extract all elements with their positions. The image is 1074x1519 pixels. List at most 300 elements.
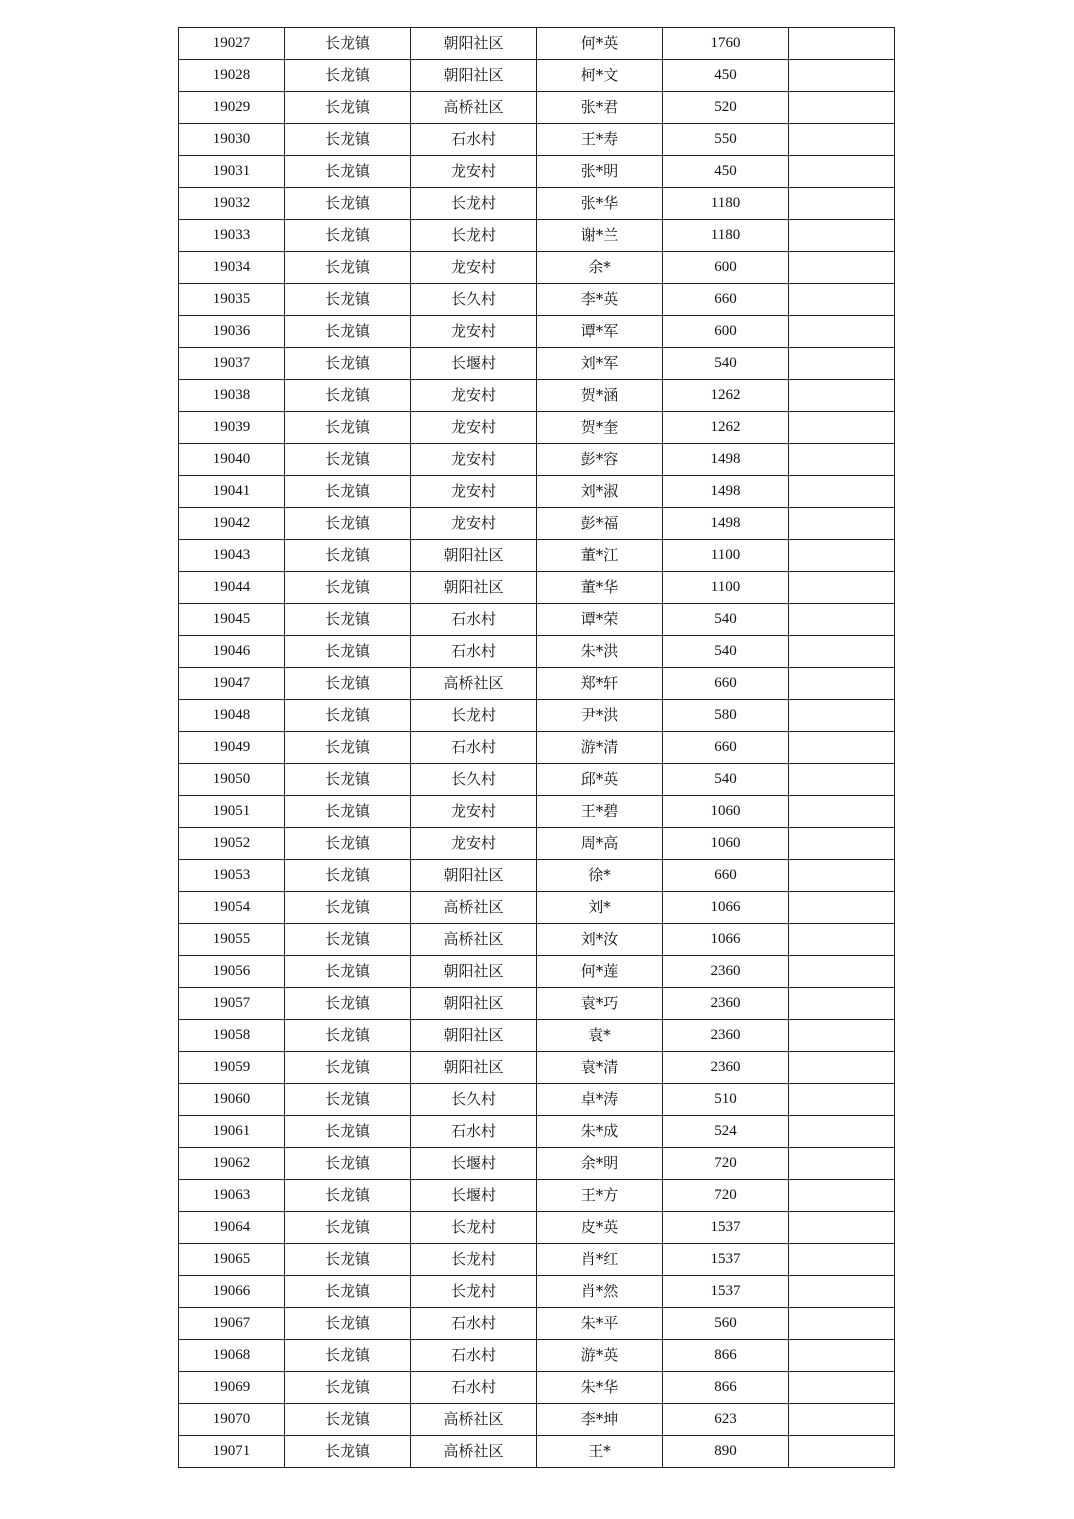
cell-serial-number: 19031 bbox=[179, 156, 285, 188]
cell-amount: 1060 bbox=[663, 796, 789, 828]
cell-village: 长龙村 bbox=[411, 220, 537, 252]
cell-remark bbox=[789, 860, 895, 892]
cell-amount: 550 bbox=[663, 124, 789, 156]
cell-serial-number: 19054 bbox=[179, 892, 285, 924]
cell-village: 长堰村 bbox=[411, 348, 537, 380]
cell-village: 石水村 bbox=[411, 1372, 537, 1404]
table-row bbox=[179, 188, 895, 220]
cell-person-name: 袁*清 bbox=[537, 1052, 663, 1084]
cell-amount: 1060 bbox=[663, 828, 789, 860]
cell-amount: 1262 bbox=[663, 380, 789, 412]
cell-amount: 1066 bbox=[663, 924, 789, 956]
cell-village: 长龙村 bbox=[411, 1212, 537, 1244]
cell-town: 长龙镇 bbox=[285, 540, 411, 572]
table-row bbox=[179, 1116, 895, 1148]
cell-remark bbox=[789, 796, 895, 828]
cell-amount: 1498 bbox=[663, 476, 789, 508]
cell-person-name: 彭*容 bbox=[537, 444, 663, 476]
cell-remark bbox=[789, 1308, 895, 1340]
cell-remark bbox=[789, 92, 895, 124]
table-row bbox=[179, 1340, 895, 1372]
roster-table-body bbox=[179, 28, 895, 1468]
cell-amount: 540 bbox=[663, 764, 789, 796]
cell-serial-number: 19058 bbox=[179, 1020, 285, 1052]
cell-village: 龙安村 bbox=[411, 444, 537, 476]
cell-town: 长龙镇 bbox=[285, 156, 411, 188]
cell-person-name: 李*英 bbox=[537, 284, 663, 316]
cell-amount: 520 bbox=[663, 92, 789, 124]
cell-amount: 1100 bbox=[663, 572, 789, 604]
cell-town: 长龙镇 bbox=[285, 860, 411, 892]
cell-town: 长龙镇 bbox=[285, 220, 411, 252]
table-row bbox=[179, 988, 895, 1020]
cell-person-name: 彭*福 bbox=[537, 508, 663, 540]
cell-amount: 866 bbox=[663, 1340, 789, 1372]
cell-town: 长龙镇 bbox=[285, 668, 411, 700]
table-row bbox=[179, 1180, 895, 1212]
cell-amount: 2360 bbox=[663, 1020, 789, 1052]
cell-serial-number: 19048 bbox=[179, 700, 285, 732]
cell-remark bbox=[789, 540, 895, 572]
cell-serial-number: 19042 bbox=[179, 508, 285, 540]
table-row bbox=[179, 1276, 895, 1308]
cell-person-name: 游*清 bbox=[537, 732, 663, 764]
table-row bbox=[179, 508, 895, 540]
cell-person-name: 郑*轩 bbox=[537, 668, 663, 700]
table-row bbox=[179, 732, 895, 764]
cell-village: 龙安村 bbox=[411, 380, 537, 412]
cell-remark bbox=[789, 1404, 895, 1436]
cell-town: 长龙镇 bbox=[285, 604, 411, 636]
cell-serial-number: 19039 bbox=[179, 412, 285, 444]
table-row bbox=[179, 60, 895, 92]
cell-town: 长龙镇 bbox=[285, 988, 411, 1020]
cell-serial-number: 19028 bbox=[179, 60, 285, 92]
table-row bbox=[179, 860, 895, 892]
cell-remark bbox=[789, 572, 895, 604]
table-row bbox=[179, 540, 895, 572]
cell-town: 长龙镇 bbox=[285, 1020, 411, 1052]
cell-village: 朝阳社区 bbox=[411, 28, 537, 60]
cell-person-name: 周*高 bbox=[537, 828, 663, 860]
cell-town: 长龙镇 bbox=[285, 924, 411, 956]
cell-village: 龙安村 bbox=[411, 316, 537, 348]
cell-village: 高桥社区 bbox=[411, 1436, 537, 1468]
cell-person-name: 谭*荣 bbox=[537, 604, 663, 636]
table-row bbox=[179, 380, 895, 412]
cell-village: 高桥社区 bbox=[411, 92, 537, 124]
cell-person-name: 王* bbox=[537, 1436, 663, 1468]
cell-person-name: 李*坤 bbox=[537, 1404, 663, 1436]
cell-serial-number: 19038 bbox=[179, 380, 285, 412]
cell-amount: 1066 bbox=[663, 892, 789, 924]
cell-amount: 524 bbox=[663, 1116, 789, 1148]
cell-village: 朝阳社区 bbox=[411, 988, 537, 1020]
cell-serial-number: 19033 bbox=[179, 220, 285, 252]
cell-person-name: 刘*军 bbox=[537, 348, 663, 380]
cell-person-name: 袁*巧 bbox=[537, 988, 663, 1020]
cell-remark bbox=[789, 604, 895, 636]
cell-remark bbox=[789, 828, 895, 860]
cell-serial-number: 19046 bbox=[179, 636, 285, 668]
cell-remark bbox=[789, 1244, 895, 1276]
cell-person-name: 王*碧 bbox=[537, 796, 663, 828]
cell-village: 石水村 bbox=[411, 636, 537, 668]
cell-remark bbox=[789, 60, 895, 92]
cell-village: 长堰村 bbox=[411, 1148, 537, 1180]
cell-town: 长龙镇 bbox=[285, 764, 411, 796]
cell-person-name: 余*明 bbox=[537, 1148, 663, 1180]
cell-amount: 1537 bbox=[663, 1244, 789, 1276]
cell-person-name: 卓*涛 bbox=[537, 1084, 663, 1116]
cell-town: 长龙镇 bbox=[285, 1308, 411, 1340]
cell-village: 长堰村 bbox=[411, 1180, 537, 1212]
cell-amount: 1498 bbox=[663, 508, 789, 540]
cell-amount: 450 bbox=[663, 60, 789, 92]
cell-remark bbox=[789, 892, 895, 924]
cell-village: 龙安村 bbox=[411, 508, 537, 540]
cell-serial-number: 19051 bbox=[179, 796, 285, 828]
cell-serial-number: 19027 bbox=[179, 28, 285, 60]
table-row bbox=[179, 636, 895, 668]
cell-serial-number: 19053 bbox=[179, 860, 285, 892]
cell-serial-number: 19052 bbox=[179, 828, 285, 860]
cell-amount: 540 bbox=[663, 348, 789, 380]
cell-serial-number: 19063 bbox=[179, 1180, 285, 1212]
cell-village: 高桥社区 bbox=[411, 892, 537, 924]
cell-serial-number: 19060 bbox=[179, 1084, 285, 1116]
cell-town: 长龙镇 bbox=[285, 1180, 411, 1212]
cell-remark bbox=[789, 476, 895, 508]
cell-serial-number: 19032 bbox=[179, 188, 285, 220]
cell-serial-number: 19069 bbox=[179, 1372, 285, 1404]
cell-serial-number: 19059 bbox=[179, 1052, 285, 1084]
cell-remark bbox=[789, 1276, 895, 1308]
cell-town: 长龙镇 bbox=[285, 1276, 411, 1308]
table-row bbox=[179, 1404, 895, 1436]
cell-village: 长久村 bbox=[411, 284, 537, 316]
cell-remark bbox=[789, 1212, 895, 1244]
cell-town: 长龙镇 bbox=[285, 1372, 411, 1404]
cell-remark bbox=[789, 28, 895, 60]
cell-town: 长龙镇 bbox=[285, 1244, 411, 1276]
cell-remark bbox=[789, 668, 895, 700]
cell-amount: 580 bbox=[663, 700, 789, 732]
cell-amount: 560 bbox=[663, 1308, 789, 1340]
table-row bbox=[179, 1372, 895, 1404]
cell-remark bbox=[789, 1340, 895, 1372]
cell-person-name: 朱*平 bbox=[537, 1308, 663, 1340]
cell-town: 长龙镇 bbox=[285, 60, 411, 92]
cell-remark bbox=[789, 764, 895, 796]
table-row bbox=[179, 892, 895, 924]
cell-village: 长久村 bbox=[411, 764, 537, 796]
cell-remark bbox=[789, 220, 895, 252]
cell-remark bbox=[789, 444, 895, 476]
cell-serial-number: 19043 bbox=[179, 540, 285, 572]
cell-remark bbox=[789, 284, 895, 316]
cell-person-name: 朱*华 bbox=[537, 1372, 663, 1404]
table-row bbox=[179, 1084, 895, 1116]
table-row bbox=[179, 476, 895, 508]
table-row bbox=[179, 124, 895, 156]
cell-town: 长龙镇 bbox=[285, 476, 411, 508]
cell-remark bbox=[789, 924, 895, 956]
cell-person-name: 王*方 bbox=[537, 1180, 663, 1212]
cell-serial-number: 19057 bbox=[179, 988, 285, 1020]
table-row bbox=[179, 1020, 895, 1052]
cell-person-name: 邱*英 bbox=[537, 764, 663, 796]
cell-remark bbox=[789, 1052, 895, 1084]
table-row bbox=[179, 956, 895, 988]
cell-remark bbox=[789, 412, 895, 444]
cell-serial-number: 19061 bbox=[179, 1116, 285, 1148]
cell-person-name: 朱*成 bbox=[537, 1116, 663, 1148]
cell-person-name: 何*莲 bbox=[537, 956, 663, 988]
cell-town: 长龙镇 bbox=[285, 1052, 411, 1084]
cell-serial-number: 19041 bbox=[179, 476, 285, 508]
cell-town: 长龙镇 bbox=[285, 796, 411, 828]
cell-person-name: 贺*涵 bbox=[537, 380, 663, 412]
cell-amount: 660 bbox=[663, 732, 789, 764]
cell-town: 长龙镇 bbox=[285, 444, 411, 476]
cell-person-name: 余* bbox=[537, 252, 663, 284]
cell-person-name: 尹*洪 bbox=[537, 700, 663, 732]
cell-town: 长龙镇 bbox=[285, 1116, 411, 1148]
cell-serial-number: 19044 bbox=[179, 572, 285, 604]
table-row bbox=[179, 284, 895, 316]
roster-table bbox=[178, 27, 895, 1468]
cell-village: 朝阳社区 bbox=[411, 860, 537, 892]
cell-town: 长龙镇 bbox=[285, 892, 411, 924]
table-row bbox=[179, 1244, 895, 1276]
table-row bbox=[179, 1212, 895, 1244]
table-row bbox=[179, 28, 895, 60]
cell-person-name: 刘*淑 bbox=[537, 476, 663, 508]
cell-village: 朝阳社区 bbox=[411, 956, 537, 988]
cell-village: 朝阳社区 bbox=[411, 540, 537, 572]
cell-village: 朝阳社区 bbox=[411, 60, 537, 92]
cell-remark bbox=[789, 1180, 895, 1212]
cell-town: 长龙镇 bbox=[285, 732, 411, 764]
cell-village: 龙安村 bbox=[411, 476, 537, 508]
cell-serial-number: 19068 bbox=[179, 1340, 285, 1372]
cell-person-name: 谢*兰 bbox=[537, 220, 663, 252]
cell-remark bbox=[789, 1148, 895, 1180]
cell-amount: 600 bbox=[663, 316, 789, 348]
table-row bbox=[179, 412, 895, 444]
cell-town: 长龙镇 bbox=[285, 380, 411, 412]
table-row bbox=[179, 1148, 895, 1180]
cell-village: 石水村 bbox=[411, 1308, 537, 1340]
cell-person-name: 谭*军 bbox=[537, 316, 663, 348]
cell-amount: 720 bbox=[663, 1180, 789, 1212]
cell-person-name: 董*江 bbox=[537, 540, 663, 572]
cell-village: 石水村 bbox=[411, 732, 537, 764]
cell-town: 长龙镇 bbox=[285, 1404, 411, 1436]
cell-amount: 2360 bbox=[663, 988, 789, 1020]
cell-village: 石水村 bbox=[411, 1116, 537, 1148]
cell-person-name: 张*君 bbox=[537, 92, 663, 124]
cell-amount: 450 bbox=[663, 156, 789, 188]
cell-town: 长龙镇 bbox=[285, 124, 411, 156]
cell-town: 长龙镇 bbox=[285, 956, 411, 988]
cell-village: 朝阳社区 bbox=[411, 1052, 537, 1084]
cell-amount: 2360 bbox=[663, 956, 789, 988]
cell-serial-number: 19056 bbox=[179, 956, 285, 988]
cell-village: 石水村 bbox=[411, 1340, 537, 1372]
cell-remark bbox=[789, 636, 895, 668]
cell-amount: 1180 bbox=[663, 220, 789, 252]
cell-town: 长龙镇 bbox=[285, 1340, 411, 1372]
table-row bbox=[179, 572, 895, 604]
cell-amount: 1262 bbox=[663, 412, 789, 444]
cell-serial-number: 19067 bbox=[179, 1308, 285, 1340]
cell-remark bbox=[789, 156, 895, 188]
cell-village: 龙安村 bbox=[411, 252, 537, 284]
table-row bbox=[179, 700, 895, 732]
cell-amount: 1498 bbox=[663, 444, 789, 476]
cell-village: 石水村 bbox=[411, 604, 537, 636]
cell-village: 高桥社区 bbox=[411, 924, 537, 956]
table-row bbox=[179, 604, 895, 636]
cell-remark bbox=[789, 1372, 895, 1404]
cell-serial-number: 19062 bbox=[179, 1148, 285, 1180]
cell-remark bbox=[789, 124, 895, 156]
cell-village: 长久村 bbox=[411, 1084, 537, 1116]
cell-person-name: 游*英 bbox=[537, 1340, 663, 1372]
cell-person-name: 柯*文 bbox=[537, 60, 663, 92]
cell-village: 龙安村 bbox=[411, 156, 537, 188]
cell-village: 朝阳社区 bbox=[411, 572, 537, 604]
cell-village: 石水村 bbox=[411, 124, 537, 156]
cell-serial-number: 19034 bbox=[179, 252, 285, 284]
cell-person-name: 皮*英 bbox=[537, 1212, 663, 1244]
cell-town: 长龙镇 bbox=[285, 700, 411, 732]
cell-person-name: 张*明 bbox=[537, 156, 663, 188]
cell-town: 长龙镇 bbox=[285, 572, 411, 604]
cell-serial-number: 19066 bbox=[179, 1276, 285, 1308]
cell-village: 龙安村 bbox=[411, 828, 537, 860]
cell-town: 长龙镇 bbox=[285, 828, 411, 860]
cell-remark bbox=[789, 1436, 895, 1468]
cell-amount: 623 bbox=[663, 1404, 789, 1436]
cell-person-name: 徐* bbox=[537, 860, 663, 892]
cell-town: 长龙镇 bbox=[285, 316, 411, 348]
table-row bbox=[179, 92, 895, 124]
cell-amount: 540 bbox=[663, 636, 789, 668]
cell-amount: 660 bbox=[663, 860, 789, 892]
cell-amount: 866 bbox=[663, 1372, 789, 1404]
cell-remark bbox=[789, 1084, 895, 1116]
cell-town: 长龙镇 bbox=[285, 412, 411, 444]
cell-serial-number: 19047 bbox=[179, 668, 285, 700]
cell-remark bbox=[789, 380, 895, 412]
cell-village: 长龙村 bbox=[411, 700, 537, 732]
cell-serial-number: 19045 bbox=[179, 604, 285, 636]
table-row bbox=[179, 1436, 895, 1468]
cell-amount: 1180 bbox=[663, 188, 789, 220]
table-row bbox=[179, 668, 895, 700]
table-row bbox=[179, 316, 895, 348]
cell-person-name: 刘* bbox=[537, 892, 663, 924]
cell-serial-number: 19049 bbox=[179, 732, 285, 764]
cell-remark bbox=[789, 956, 895, 988]
cell-amount: 720 bbox=[663, 1148, 789, 1180]
cell-remark bbox=[789, 1116, 895, 1148]
cell-town: 长龙镇 bbox=[285, 92, 411, 124]
cell-serial-number: 19035 bbox=[179, 284, 285, 316]
table-row bbox=[179, 796, 895, 828]
cell-amount: 1760 bbox=[663, 28, 789, 60]
cell-serial-number: 19030 bbox=[179, 124, 285, 156]
cell-town: 长龙镇 bbox=[285, 508, 411, 540]
cell-person-name: 肖*然 bbox=[537, 1276, 663, 1308]
cell-village: 龙安村 bbox=[411, 412, 537, 444]
cell-amount: 890 bbox=[663, 1436, 789, 1468]
cell-remark bbox=[789, 316, 895, 348]
cell-town: 长龙镇 bbox=[285, 284, 411, 316]
cell-amount: 1537 bbox=[663, 1212, 789, 1244]
table-row bbox=[179, 444, 895, 476]
cell-amount: 2360 bbox=[663, 1052, 789, 1084]
cell-person-name: 贺*奎 bbox=[537, 412, 663, 444]
cell-village: 长龙村 bbox=[411, 1276, 537, 1308]
cell-town: 长龙镇 bbox=[285, 188, 411, 220]
cell-person-name: 王*寿 bbox=[537, 124, 663, 156]
cell-village: 龙安村 bbox=[411, 796, 537, 828]
cell-person-name: 何*英 bbox=[537, 28, 663, 60]
cell-remark bbox=[789, 252, 895, 284]
cell-serial-number: 19055 bbox=[179, 924, 285, 956]
cell-remark bbox=[789, 732, 895, 764]
cell-amount: 510 bbox=[663, 1084, 789, 1116]
table-row bbox=[179, 220, 895, 252]
table-row bbox=[179, 252, 895, 284]
cell-remark bbox=[789, 188, 895, 220]
cell-person-name: 张*华 bbox=[537, 188, 663, 220]
cell-serial-number: 19065 bbox=[179, 1244, 285, 1276]
cell-amount: 1100 bbox=[663, 540, 789, 572]
cell-remark bbox=[789, 700, 895, 732]
table-row bbox=[179, 924, 895, 956]
cell-town: 长龙镇 bbox=[285, 1084, 411, 1116]
cell-town: 长龙镇 bbox=[285, 636, 411, 668]
cell-remark bbox=[789, 348, 895, 380]
cell-person-name: 刘*汝 bbox=[537, 924, 663, 956]
cell-serial-number: 19037 bbox=[179, 348, 285, 380]
cell-serial-number: 19036 bbox=[179, 316, 285, 348]
cell-person-name: 董*华 bbox=[537, 572, 663, 604]
cell-serial-number: 19071 bbox=[179, 1436, 285, 1468]
cell-amount: 540 bbox=[663, 604, 789, 636]
cell-amount: 1537 bbox=[663, 1276, 789, 1308]
cell-person-name: 朱*洪 bbox=[537, 636, 663, 668]
cell-amount: 660 bbox=[663, 284, 789, 316]
cell-serial-number: 19029 bbox=[179, 92, 285, 124]
cell-town: 长龙镇 bbox=[285, 1148, 411, 1180]
table-row bbox=[179, 764, 895, 796]
cell-person-name: 肖*红 bbox=[537, 1244, 663, 1276]
cell-town: 长龙镇 bbox=[285, 1436, 411, 1468]
table-row bbox=[179, 828, 895, 860]
table-row bbox=[179, 1308, 895, 1340]
cell-town: 长龙镇 bbox=[285, 348, 411, 380]
cell-remark bbox=[789, 988, 895, 1020]
cell-town: 长龙镇 bbox=[285, 252, 411, 284]
cell-serial-number: 19040 bbox=[179, 444, 285, 476]
table-row bbox=[179, 1052, 895, 1084]
